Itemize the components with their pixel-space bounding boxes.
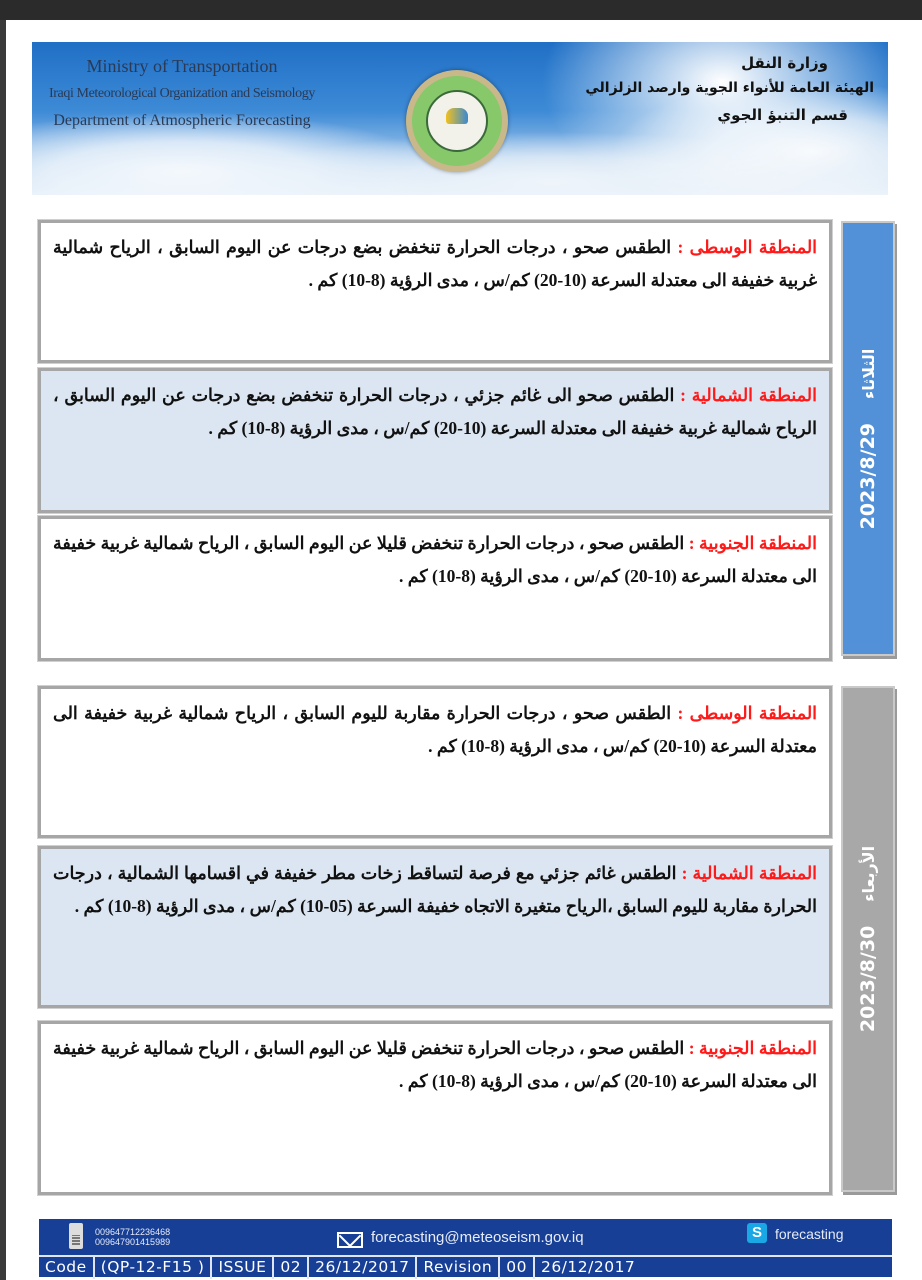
department-name-ar: قسم التنبؤ الجوي (717, 106, 848, 124)
region-label: المنطقة الوسطى : (677, 703, 818, 723)
email-address[interactable]: forecasting@meteoseism.gov.iq (371, 1229, 584, 1246)
forecast-text: الطقس صحو ، درجات الحرارة تنخفض قليلا عن اليوم السابق ، الرياح شمالية غربية خفيفة الى معتدلة السرعة (10-20) كم/س ، مدى الرؤية (8-10) كم . (53, 1038, 817, 1091)
phone-numbers (95, 1227, 170, 1247)
skype-handle: forecasting (775, 1226, 844, 1242)
organization-logo (406, 70, 508, 172)
forecast-day2-south (38, 1021, 832, 1195)
left-edge (0, 20, 6, 1280)
top-bar (0, 0, 922, 20)
header-banner (32, 42, 888, 195)
forecast-text: الطقس غائم جزئي مع فرصة لتساقط زخات مطر خفيفة في اقسامها الشمالية ، درجات الحرارة مقاربة لليوم السابق ،الرياح متغيرة الاتجاه خفيفة السرعة (05-10) كم/س ، مدى الرؤية (8-10) كم . (53, 863, 817, 916)
footer (39, 1219, 892, 1277)
forecast-text: الطقس صحو ، درجات الحرارة تنخفض قليلا عن اليوم السابق ، الرياح شمالية غربية خفيفة الى معتدلة السرعة (10-20) كم/س ، مدى الرؤية (8-10) كم . (53, 533, 817, 586)
weather-logo-icon (446, 108, 468, 124)
weekday: الثلاثاء (859, 348, 878, 399)
forecast-day1-central (38, 220, 832, 363)
region-label: المنطقة الشمالية : (681, 863, 818, 883)
issue-label: ISSUE (212, 1257, 274, 1279)
region-label: المنطقة الجنوبية : (688, 533, 818, 553)
department-name-en: Department of Atmospheric Forecasting (53, 112, 311, 129)
issue-date: 26/12/2017 (309, 1257, 417, 1279)
forecast-day1-south (38, 516, 832, 661)
forecast-text: الطقس صحو الى غائم جزئي ، درجات الحرارة تنخفض بضع درجات عن اليوم السابق ، الرياح شمالية غربية خفيفة الى معتدلة السرعة (10-20) كم/س ، مدى الرؤية (8-10) كم . (53, 385, 817, 438)
forecast-day2-central (38, 686, 832, 838)
revision-label: Revision (417, 1257, 500, 1279)
revision-value: 00 (500, 1257, 535, 1279)
issue-value: 02 (274, 1257, 309, 1279)
date: 2023/8/29 (857, 422, 879, 529)
ministry-name-ar: وزارة النقل (741, 54, 828, 72)
forecast-text: الطقس صحو ، درجات الحرارة تنخفض بضع درجات عن اليوم السابق ، الرياح شمالية غربية خفيفة الى معتدلة السرعة (10-20) كم/س ، مدى الرؤية (8-10) كم . (53, 237, 817, 290)
organization-name-en: Iraqi Meteorological Organization and Seismology (49, 86, 315, 101)
region-label: المنطقة الوسطى : (677, 237, 818, 257)
forecast-day2-north (38, 846, 832, 1008)
forecast-text: الطقس صحو ، درجات الحرارة مقاربة لليوم السابق ، الرياح شمالية غربية خفيفة الى معتدلة السرعة (10-20) كم/س ، مدى الرؤية (8-10) كم . (53, 703, 817, 756)
phone-icon (69, 1223, 83, 1249)
region-label: المنطقة الشمالية : (680, 385, 818, 405)
ministry-name-en: Ministry of Transportation (86, 56, 278, 76)
region-label: المنطقة الجنوبية : (688, 1038, 818, 1058)
mail-icon (337, 1232, 363, 1248)
weekday: الأربعاء (859, 845, 878, 902)
date: 2023/8/30 (857, 925, 879, 1033)
document-code-row (39, 1255, 892, 1279)
day1-date-sidebar (841, 221, 895, 656)
revision-date: 26/12/2017 (540, 1258, 636, 1276)
phone-1: 009647712236468 (95, 1227, 171, 1237)
code-value: (QP-12-F15 ) (95, 1257, 213, 1279)
organization-name-ar: الهيئة العامة للأنواء الجوية وارصد الزلزالي (585, 80, 874, 96)
skype-icon: S (747, 1223, 767, 1243)
phone-2: 009647901415989 (95, 1237, 171, 1247)
forecast-day1-north (38, 368, 832, 513)
day2-date-sidebar (841, 686, 895, 1192)
code-label: Code (39, 1257, 95, 1279)
